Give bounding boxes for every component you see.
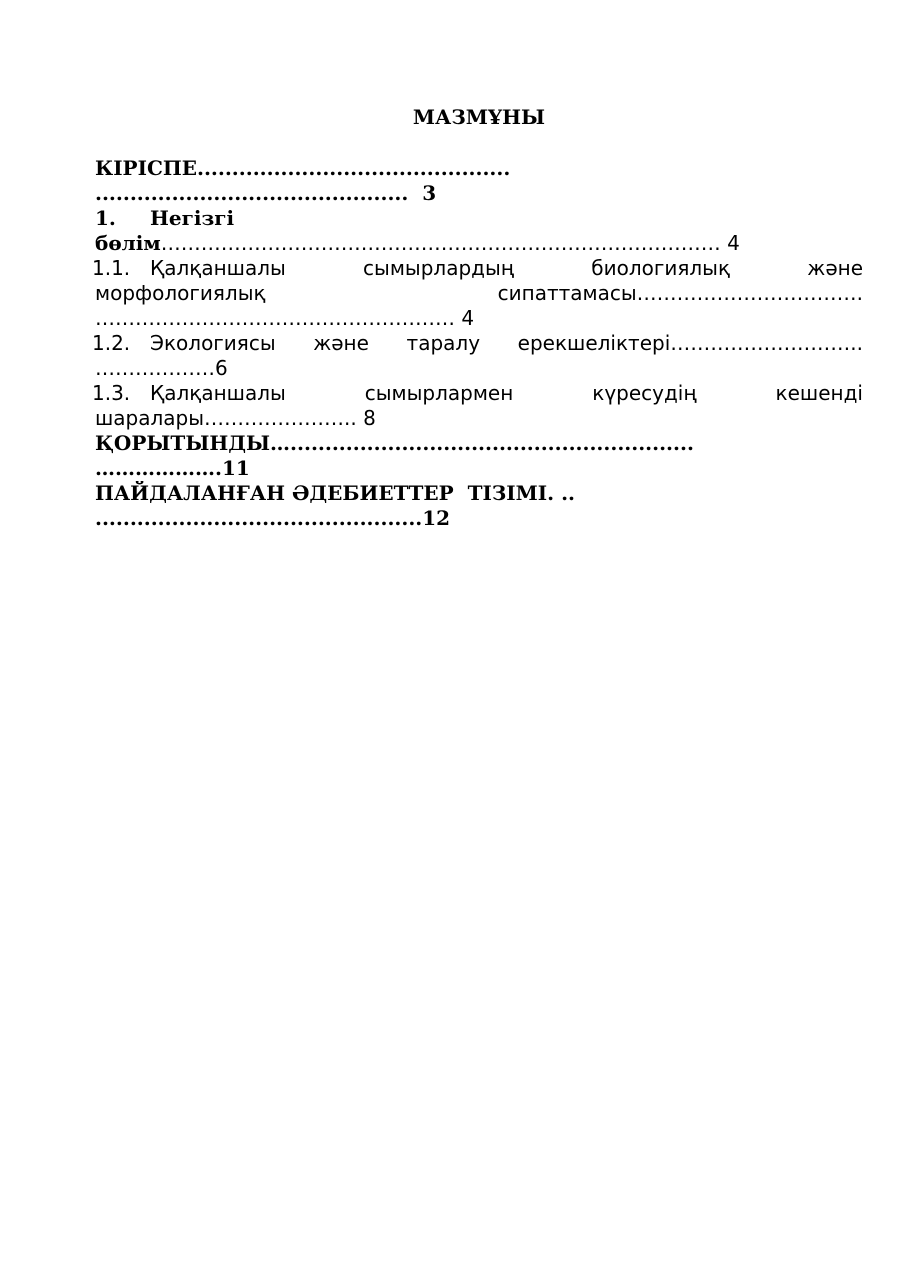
toc-entry-sub2-line1	[92, 331, 863, 356]
toc-entry-main-line1	[95, 206, 863, 231]
toc-entry-main-label: Негізгі	[150, 206, 235, 230]
toc-entry-sub3-word: кешенді	[775, 381, 863, 405]
toc-entry-sub1-line2	[95, 281, 863, 306]
toc-entry-conclusion-line1: ҚОРЫТЫНДЫ…..........................................................	[95, 431, 694, 455]
toc-entry-sub2-word: және	[313, 331, 369, 355]
toc-entry-sub3-word: Қалқаншалы	[150, 381, 286, 405]
toc-entry-sub2-word: ерекшеліктері………………………..	[517, 331, 863, 355]
toc-entry-sub1-word: морфологиялық	[95, 281, 266, 305]
toc-entry-sub1-number: 1.1.	[92, 256, 131, 280]
toc-entry-sub3-line2: шаралары………………….. 8	[95, 406, 376, 430]
toc-entry-sub2-number: 1.2.	[92, 331, 131, 355]
toc-entry-sub1-word: сымырлардың	[363, 256, 514, 280]
toc-entry-intro-line1: КІРІСПЕ.............................................	[95, 156, 511, 180]
toc-entry-sub1-word: сипаттамасы…………………………….	[497, 281, 863, 305]
toc-entry-main-number: 1.	[95, 206, 116, 230]
toc-entry-sub1-line3: ……………………………………………… 4	[95, 306, 475, 330]
toc-entry-sub3-word: сымырлармен	[364, 381, 514, 405]
toc-entry-sub1-line1	[92, 256, 863, 281]
toc-entry-sub3-first	[92, 381, 286, 406]
toc-entry-main-line2	[95, 231, 863, 256]
toc-entry-main-label2: бөлім	[95, 231, 161, 255]
toc-entry-sub2-first	[92, 331, 276, 356]
toc-entry-sub1-word: Қалқаншалы	[150, 256, 286, 280]
toc-entry-sub1-word: биологиялық	[591, 256, 731, 280]
toc-entry-main-dots-page: ………………………………………………………………………… 4	[160, 231, 740, 255]
toc-entry-sub2-line2: ………………6	[95, 356, 228, 380]
toc-entry-conclusion-line2: ……………….11	[95, 456, 250, 480]
toc-title: МАЗМҰНЫ	[412, 105, 546, 129]
toc-entry-sub1-word: және	[807, 256, 863, 280]
toc-entry-sub3-word: күресудің	[592, 381, 697, 405]
toc-entry-sub2-word: Экологиясы	[150, 331, 276, 355]
toc-entry-references-line2: ...............................................12	[95, 506, 451, 530]
toc-entry-intro-line2: ............................................. 3	[95, 181, 437, 205]
toc-entry-references-line1: ПАЙДАЛАНҒАН ӘДЕБИЕТТЕР ТІЗІМІ. ..	[95, 481, 575, 505]
toc-entry-sub3-line1	[92, 381, 863, 406]
toc-entry-sub1-first	[92, 256, 286, 281]
toc-entry-sub3-number: 1.3.	[92, 381, 131, 405]
toc-entry-sub2-word: таралу	[406, 331, 481, 355]
